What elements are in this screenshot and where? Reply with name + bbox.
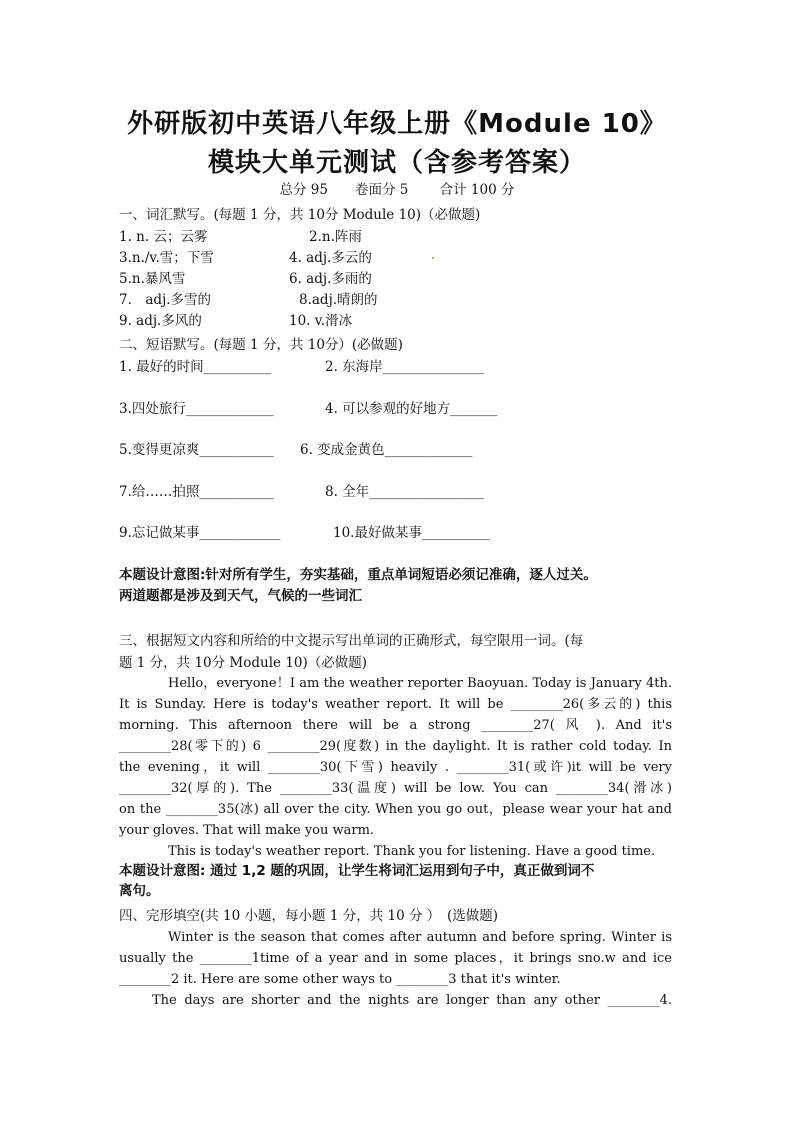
phrase-item: 6. 变成金黄色_____________ <box>300 442 473 458</box>
vocab-item: 2.n.阵雨 <box>309 229 362 245</box>
cloze-line: The days are shorter and the nights are longer than any other ________4. <box>152 993 672 1008</box>
section4-heading: 四、完形填空(共 10 小题，每小题 1 分，共 10 分 ） (选做题) <box>119 908 499 924</box>
phrase-item: 1. 最好的时间__________ <box>119 359 272 375</box>
section1-heading: 一、词汇默写。(每题 1 分，共 10分 Module 10)（必做题) <box>119 207 481 223</box>
phrase-item: 8. 全年_________________ <box>325 484 484 500</box>
phrase-item: 7.给……拍照___________ <box>119 484 274 500</box>
vocab-item: 5.n.暴风雪 <box>119 271 186 287</box>
phrase-item: 4. 可以参观的好地方_______ <box>325 401 498 417</box>
passage-line: morning. This afternoon there will be a strong ________27( 风 ). And it's <box>119 718 672 733</box>
design-note-2a: 本题设计意图: 通过 1,2 题的巩固，让学生将词汇运用到句子中，真正做到词不 <box>119 863 595 879</box>
design-note-2b: 离句。 <box>119 883 160 899</box>
cloze-line: Winter is the season that comes after autumn and before spring. Winter is <box>168 930 672 945</box>
vocab-item: 7. adj.多雪的 <box>119 292 212 308</box>
passage-line: ________28(零下的) 6 ________29(度数) in the daylight. It is rather cold today. In <box>119 739 672 754</box>
phrase-item: 5.变得更凉爽___________ <box>119 442 274 458</box>
vocab-item: 6. adj.多雨的 <box>289 271 372 287</box>
vocab-item: 10. v.滑冰 <box>289 313 353 329</box>
document-title-line2: 模块大单元测试（含参考答案） <box>207 148 586 178</box>
section3-heading: 三、根据短文内容和所给的中文提示写出单词的正确形式，每空限用一词。(每 <box>119 633 584 649</box>
passage-line: on the ________35(冰) all over the city. When you go out，please wear your hat and <box>119 802 672 817</box>
section3-heading-cont: 题 1 分，共 10分 Module 10)（必做题) <box>119 655 368 671</box>
phrase-item: 2. 东海岸_______________ <box>325 359 484 375</box>
vocab-item: 1. n. 云；云雾 <box>119 229 208 245</box>
section2-heading: 二、短语默写。(每题 1 分，共 10分）(必做题) <box>119 337 403 353</box>
passage-line: your gloves. That will make you warm. <box>119 823 375 838</box>
document-title-line1: 外研版初中英语八年级上册《Module 10》 <box>127 109 667 139</box>
cloze-line: ________2 it. Here are some other ways to ________3 that it's winter. <box>119 972 561 987</box>
phrase-item: 9.忘记做某事____________ <box>119 525 281 541</box>
passage-line: It is Sunday. Here is today's weather report. It will be ________26(多云的) this <box>119 697 672 712</box>
passage-line: Hello，everyone！I am the weather reporter Baoyuan. Today is January 4th. <box>168 676 672 691</box>
design-note-1a: 本题设计意图:针对所有学生，夯实基础，重点单词短语必须记准确，逐人过关。 <box>119 567 597 583</box>
vocab-item: 8.adj.晴朗的 <box>299 292 378 308</box>
passage-closing: This is today's weather report. Thank you for listening. Have a good time. <box>168 844 656 859</box>
vocab-item: 9. adj.多风的 <box>119 313 202 329</box>
phrase-item: 10.最好做某事__________ <box>333 525 490 541</box>
score-line: 总分 95 卷面分 5 合计 100 分 <box>279 182 515 198</box>
vocab-item: 4. adj.多云的 <box>289 250 372 266</box>
stray-dot <box>432 257 434 259</box>
cloze-line: usually the ________1time of a year and in some places，it brings sno.w and ice <box>119 951 672 966</box>
design-note-1b: 两道题都是涉及到天气，气候的一些词汇 <box>119 588 362 604</box>
phrase-item: 3.四处旅行_____________ <box>119 401 274 417</box>
vocab-item: 3.n./v.雪；下雪 <box>119 250 214 266</box>
passage-line: the evening，it will ________30(下雪) heavily . ________31(或许)it will be very <box>119 760 672 775</box>
passage-line: ________32(厚的). The ________33(温度) will be low. You can ________34(滑冰) <box>119 781 672 796</box>
